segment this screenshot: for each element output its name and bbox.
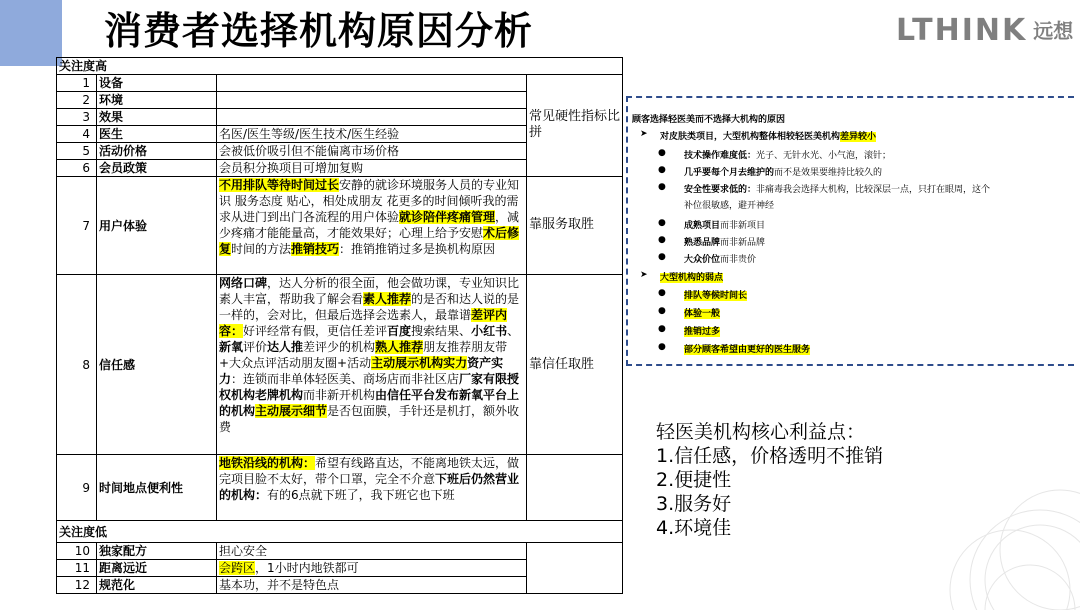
trust-desc: 网络口碑，达人分析的很全面，他会做功课，专业知识比素人丰富，帮助我了解会看素人推荐的是否和达人说的是一样的，会对比，但最后选择会选素人，最靠谱差评内容：好评经常有假，更信任差评百度搜索结果、小红书、新氧评价达人推差评少的机构熟人推荐朋友推荐朋友带+大众点评活动朋友圈+活动主动展示机构实力资产实力：连锁而非单体轻医美、商场店而非社区店厂家有限授权机构老牌机构而非新开机构由信任平台发布新氧平台上的机构主动展示细节是否包面膜，手针还是机打，额外收费 <box>217 275 527 455</box>
bullet-icon: ● <box>658 342 666 352</box>
bullet-icon: ● <box>658 148 666 158</box>
table-row: 2 环境 <box>57 92 623 109</box>
table-row: 6 会员政策 会员积分换项目可增加复购 <box>57 160 623 177</box>
user-experience-desc: 不用排队等待时间过长安静的就诊环境服务人员的专业知识 服务态度 贴心，相处成朋友 花更多的时间倾听我的需求从进门到出门各流程的用户体验就诊陪伴疼痛管理，减少疼痛才能能量高，才能效果好；心理上给予安慰术后修复时间的方法推销技巧：推销推销过多是换机构原因 <box>217 177 527 275</box>
list-item: 部分顾客希望由更好的医生服务 <box>684 345 811 355</box>
summary-block <box>656 420 883 540</box>
bullet-icon: ● <box>658 235 666 245</box>
callout-title: 顾客选择轻医美而不选择大机构的原因 <box>632 115 786 125</box>
list-item: 大众价位而非贵价 <box>684 255 757 265</box>
list-item: 熟悉品牌而非新品牌 <box>684 238 766 248</box>
table-row: 11 距离远近 会跨区，1小时内地铁都可 <box>57 560 623 577</box>
summary-item: 3.服务好 <box>656 493 732 515</box>
bullet-icon: ● <box>658 165 666 175</box>
list-item: 技术操作难度低：光子、无针水光、小气泡，滚针； <box>684 151 892 161</box>
table-row: 1 设备 常见硬性指标比拼 <box>57 75 623 92</box>
section-header-high: 关注度高 <box>57 58 623 75</box>
callout-box <box>626 96 1074 366</box>
table-row: 12 规范化 基本功，并不是特色点 <box>57 577 623 594</box>
table-row: 4 医生 名医/医生等级/医生技术/医生经验 <box>57 126 623 143</box>
list-item-continuation: 补位很敏感，避开神经 <box>684 201 775 211</box>
bullet-icon: ● <box>658 324 666 334</box>
bullet-icon: ● <box>658 218 666 228</box>
arrow-bullet-icon: ➤ <box>640 129 648 139</box>
logo-text: 远想 <box>1033 19 1074 43</box>
arrow-bullet-icon: ➤ <box>640 270 648 280</box>
bullet-icon: ● <box>658 182 666 192</box>
table-row: 10 独家配方 担心安全 <box>57 543 623 560</box>
list-item: 几乎要每个月去维护的而不是效果要维持比较久的 <box>684 168 883 178</box>
category-trust: 靠信任取胜 <box>527 275 623 455</box>
table-row: 3 效果 <box>57 109 623 126</box>
convenience-desc: 地铁沿线的机构：希望有线路直达，不能离地铁太远，做完项目脸不太好，带个口罩，完全不介意下班后仍然营业的机构：有的6点就下班了，我下班它也下班 <box>217 455 527 521</box>
summary-heading: 轻医美机构核心利益点： <box>656 421 866 443</box>
table-row: 8 信任感 网络口碑，达人分析的很全面，他会做功课，专业知识比素人丰富，帮助我了解会看素人推荐的是否和达人说的是一样的，会对比，但最后选择会选素人，最靠谱差评内容：好评经常有假，更信任差评百度搜索结果、小红书、新氧评价达人推差评少的机构熟人推荐朋友推荐朋友带+大众点评活动朋友圈+活动主动展示机构实力资产实力：连锁而非单体轻医美、商场店而非社区店厂家有限授权机构老牌机构而非新开机构由信任平台发布新氧平台上的机构主动展示细节是否包面膜，手针还是机打，额外收费 靠信任取胜 <box>57 275 623 455</box>
table-row: 5 活动价格 会被低价吸引但不能偏离市场价格 <box>57 143 623 160</box>
section-header-low: 关注度低 <box>57 521 623 543</box>
page-title: 消费者选择机构原因分析 <box>104 9 534 53</box>
category-hard-metrics: 常见硬性指标比拼 <box>527 75 623 177</box>
category-service: 靠服务取胜 <box>527 177 623 275</box>
list-item: 安全性要求低的：非痛毒我会选择大机构，比较深层一点，只打在眼周，这个 <box>684 185 991 195</box>
summary-item: 2.便捷性 <box>656 469 732 491</box>
table-row: 9 时间地点便利性 地铁沿线的机构：希望有线路直达，不能离地铁太远，做完项目脸不太好，带个口罩，完全不介意下班后仍然营业的机构：有的6点就下班了，我下班它也下班 <box>57 455 623 521</box>
table-row: 7 用户体验 不用排队等待时间过长安静的就诊环境服务人员的专业知识 服务态度 贴心，相处成朋友 花更多的时间倾听我的需求从进门到出门各流程的用户体验就诊陪伴疼痛管理，减少疼痛才能能量高，才能效果好；心理上给予安慰术后修复时间的方法推销技巧：推销推销过多是换机构原因 靠服务取胜 <box>57 177 623 275</box>
callout-point-1: 对皮肤类项目，大型机构整体相较轻医美机构差异较小 <box>660 132 877 142</box>
brand-logo <box>896 14 1073 48</box>
list-item: 排队等候时间长 <box>684 291 748 301</box>
bullet-icon: ● <box>658 252 666 262</box>
callout-point-2: 大型机构的弱点 <box>660 273 724 283</box>
accent-bar <box>0 0 62 66</box>
list-item: 成熟项目而非新项目 <box>684 221 766 231</box>
list-item: 体验一般 <box>684 309 721 319</box>
decorative-rings-icon <box>930 470 1080 610</box>
logo-mark: LTHINK <box>896 13 1028 48</box>
bullet-icon: ● <box>658 306 666 316</box>
summary-item: 4.环境佳 <box>656 517 732 539</box>
list-item: 推销过多 <box>684 327 721 337</box>
bullet-icon: ● <box>658 288 666 298</box>
summary-item: 1.信任感，价格透明不推销 <box>656 445 884 467</box>
reason-table <box>56 57 623 594</box>
